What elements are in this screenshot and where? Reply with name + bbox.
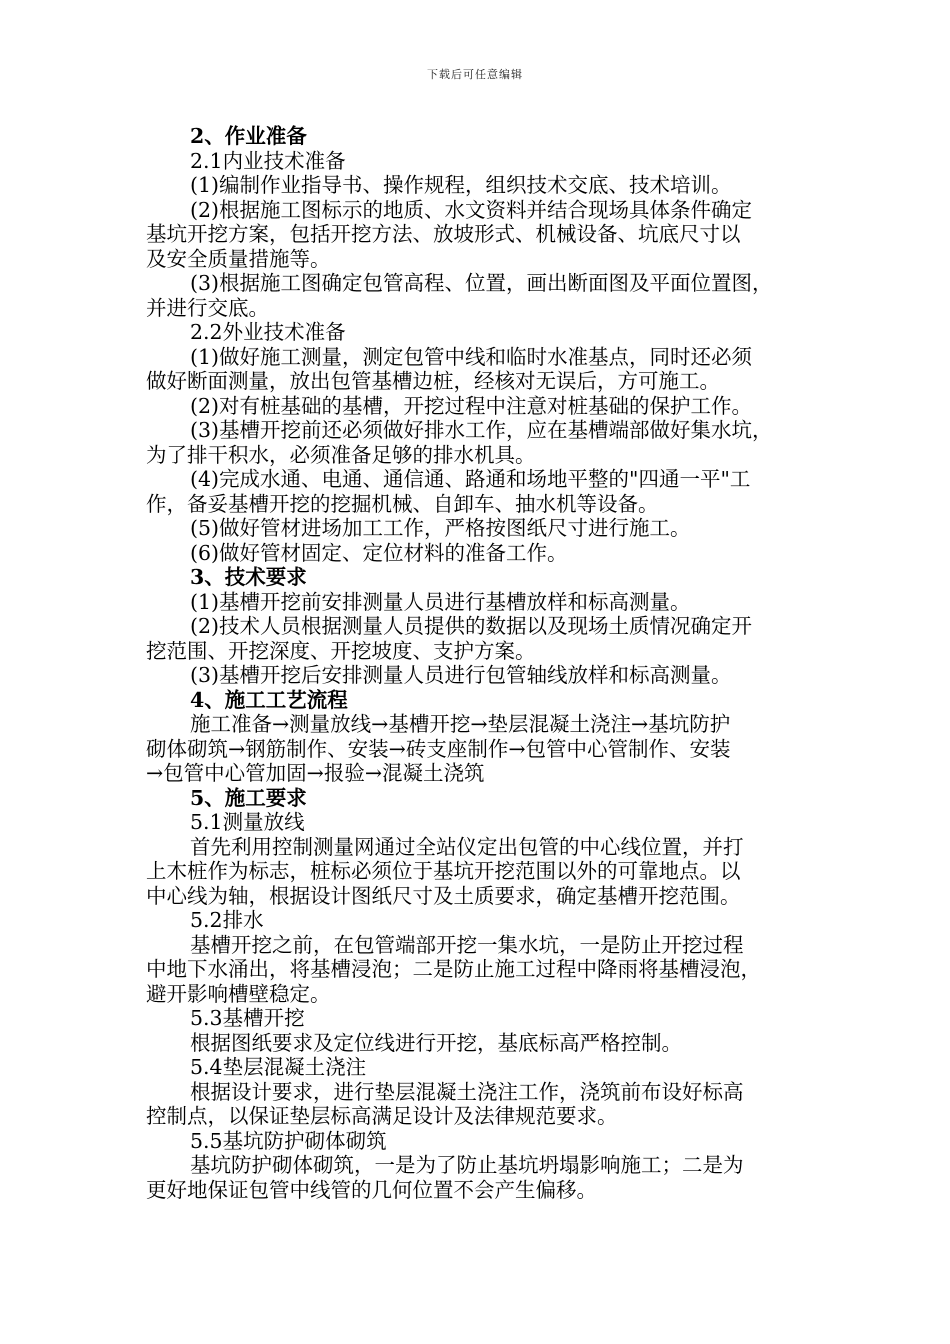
text-line: →包管中心管加固→报验→混凝土浇筑 <box>146 761 485 785</box>
text-line: 做好断面测量，放出包管基槽边桩，经核对无误后，方可施工。 <box>146 369 720 393</box>
text-line: 基坑防护砌体砌筑，一是为了防止基坑坍塌影响施工；二是为 <box>190 1153 744 1177</box>
text-line: 并进行交底。 <box>146 295 269 320</box>
text-line: 中心线为轴，根据设计图纸尺寸及土质要求，确定基槽开挖范围。 <box>146 883 741 908</box>
text-line: 5.2排水 <box>190 908 264 932</box>
text-line: (2)技术人员根据测量人员提供的数据以及现场土质情况确定开 <box>190 614 753 638</box>
text-line: (3)根据施工图确定包管高程、位置，画出断面图及平面位置图， <box>190 271 773 295</box>
text-line: (1)做好施工测量，测定包管中线和临时水准基点，同时还必须 <box>190 344 753 369</box>
text-line: 砌体砌筑→钢筋制作、安装→砖支座制作→包管中心管制作、安装 <box>146 736 731 761</box>
text-line: 控制点，以保证垫层标高满足设计及法律规范要求。 <box>146 1104 618 1128</box>
text-line: (5)做好管材进场加工工作，严格按图纸尺寸进行施工。 <box>190 516 691 540</box>
section-heading: 2、作业准备 <box>190 124 307 148</box>
text-line: 为了排干积水，必须准备足够的排水机具。 <box>146 442 536 467</box>
text-line: 5.5基坑防护砌体砌筑 <box>190 1128 387 1153</box>
text-line: 作，备妥基槽开挖的挖掘机械、自卸车、抽水机等设备。 <box>146 491 659 516</box>
text-line: 中地下水涌出，将基槽浸泡；二是防止施工过程中降雨将基槽浸泡， <box>146 957 761 981</box>
text-line: 更好地保证包管中线管的几何位置不会产生偏移。 <box>146 1177 597 1202</box>
text-line: (2)对有桩基础的基槽，开挖过程中注意对桩基础的保护工作。 <box>190 393 753 418</box>
text-line: 2.2外业技术准备 <box>190 320 346 344</box>
text-line: (3)基槽开挖后安排测量人员进行包管轴线放样和标高测量。 <box>190 663 732 687</box>
text-line: 基坑开挖方案，包括开挖方法、放坡形式、机械设备、坑底尺寸以 <box>146 222 741 246</box>
text-line: 根据图纸要求及定位线进行开挖，基底标高严格控制。 <box>190 1030 682 1055</box>
text-line: 及安全质量措施等。 <box>146 246 331 271</box>
page-header: 下载后可任意编辑 <box>427 68 523 81</box>
text-line: 根据设计要求，进行垫层混凝土浇注工作，浇筑前布设好标高 <box>190 1079 744 1104</box>
text-line: (2)根据施工图标示的地质、水文资料并结合现场具体条件确定 <box>190 197 753 222</box>
text-line: 上木桩作为标志，桩标必须位于基坑开挖范围以外的可靠地点。以 <box>146 859 741 883</box>
document-body <box>146 124 810 1202</box>
text-line: (4)完成水通、电通、通信通、路通和场地平整的"四通一平"工 <box>190 467 751 491</box>
text-line: 基槽开挖之前，在包管端部开挖一集水坑，一是防止开挖过程 <box>190 932 744 957</box>
text-line: (3)基槽开挖前还必须做好排水工作，应在基槽端部做好集水坑， <box>190 418 773 442</box>
text-line: 避开影响槽壁稳定。 <box>146 981 331 1006</box>
text-line: 2.1内业技术准备 <box>190 148 346 173</box>
text-line: 施工准备→测量放线→基槽开挖→垫层混凝土浇注→基坑防护 <box>190 712 731 736</box>
text-line: 5.1测量放线 <box>190 810 305 834</box>
text-line: (1)编制作业指导书、操作规程，组织技术交底、技术培训。 <box>190 173 732 197</box>
section-heading: 4、施工工艺流程 <box>190 687 348 712</box>
text-line: 5.4垫层混凝土浇注 <box>190 1055 367 1079</box>
text-line: (6)做好管材固定、定位材料的准备工作。 <box>190 540 568 565</box>
section-heading: 3、技术要求 <box>190 565 307 589</box>
text-line: (1)基槽开挖前安排测量人员进行基槽放样和标高测量。 <box>190 589 691 614</box>
text-line: 挖范围、开挖深度、开挖坡度、支护方案。 <box>146 638 536 663</box>
text-line: 首先利用控制测量网通过全站仪定出包管的中心线位置，并打 <box>190 834 744 859</box>
section-heading: 5、施工要求 <box>190 785 307 810</box>
text-line: 5.3基槽开挖 <box>190 1006 305 1030</box>
